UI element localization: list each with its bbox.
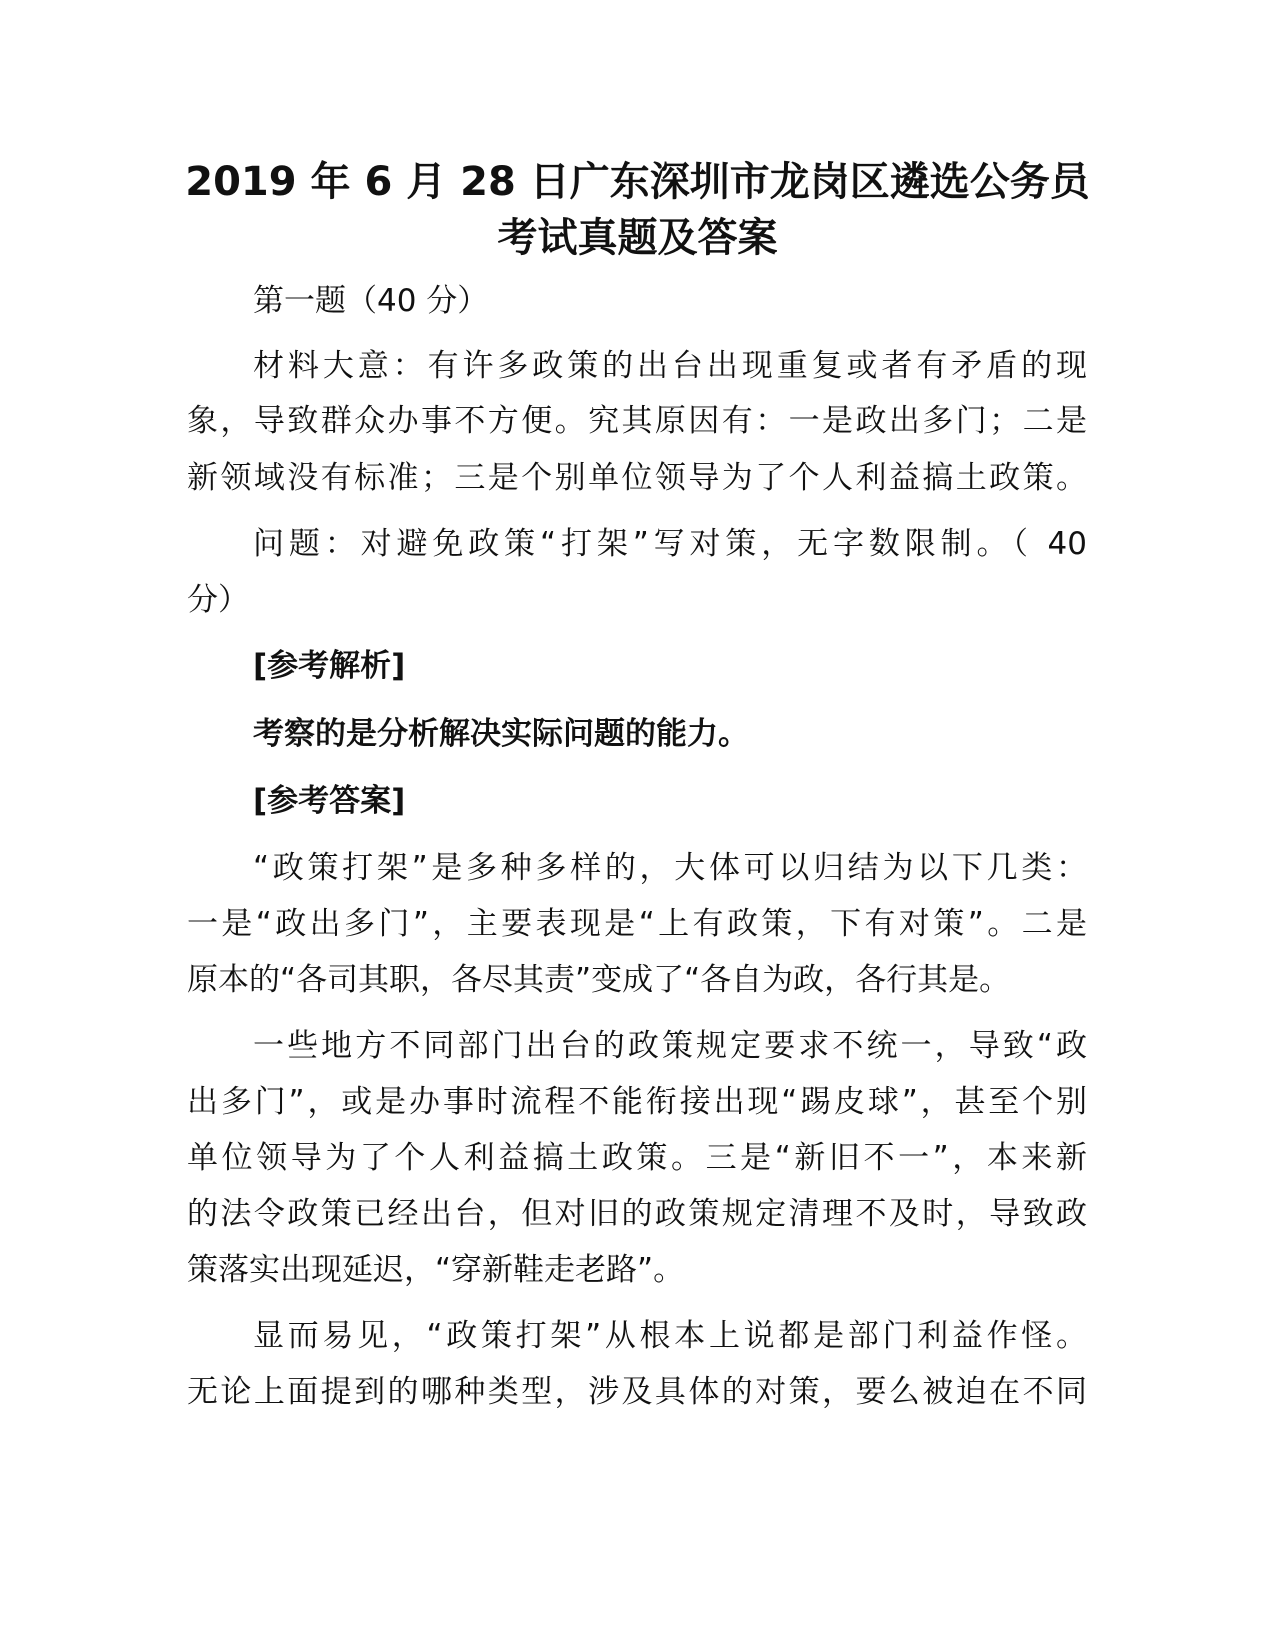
answer-paragraph-line: 一是“政出多门”，主要表现是“上有政策，下有对策”。二是: [187, 906, 1087, 942]
answer-paragraph-line: 的法令政策已经出台，但对旧的政策规定清理不及时，导致政: [187, 1196, 1087, 1232]
answer-paragraph-line: “政策打架”是多种多样的，大体可以归结为以下几类：: [253, 850, 1087, 886]
material-summary-line: 新领域没有标准；三是个别单位领导为了个人利益搞土政策。: [187, 460, 1087, 496]
material-summary-line: 材料大意：有许多政策的出台出现重复或者有矛盾的现: [253, 348, 1087, 384]
answer-paragraph-line: 策落实出现延迟，“穿新鞋走老路”。: [187, 1252, 685, 1288]
answer-paragraph-line: 单位领导为了个人利益搞土政策。三是“新旧不一”，本来新: [187, 1140, 1087, 1176]
answer-paragraph-line: 显而易见，“政策打架”从根本上说都是部门利益作怪。: [253, 1318, 1087, 1354]
analysis-text: 考察的是分析解决实际问题的能力。: [253, 716, 749, 752]
answer-paragraph-line: 出多门”，或是办事时流程不能衔接出现“踢皮球”，甚至个别: [187, 1084, 1087, 1120]
answer-heading: [参考答案]: [253, 783, 406, 819]
analysis-heading: [参考解析]: [253, 648, 406, 684]
document-title-line-2: 考试真题及答案: [497, 215, 778, 261]
answer-paragraph-line: 原本的“各司其职，各尽其责”变成了“各自为政，各行其是。: [187, 962, 1011, 998]
question-prompt-line: 问题：对避免政策“打架”写对策，无字数限制。（ 40: [253, 526, 1087, 562]
answer-paragraph-line: 无论上面提到的哪种类型，涉及具体的对策，要么被迫在不同: [187, 1374, 1087, 1410]
document-title-line-1: 2019 年 6 月 28 日广东深圳市龙岗区遴选公务员: [185, 159, 1090, 205]
question-heading: 第一题（40 分）: [253, 283, 489, 319]
question-prompt-line: 分）: [187, 582, 249, 618]
material-summary-line: 象，导致群众办事不方便。究其原因有：一是政出多门；二是: [187, 403, 1087, 439]
answer-paragraph-line: 一些地方不同部门出台的政策规定要求不统一，导致“政: [253, 1028, 1087, 1064]
